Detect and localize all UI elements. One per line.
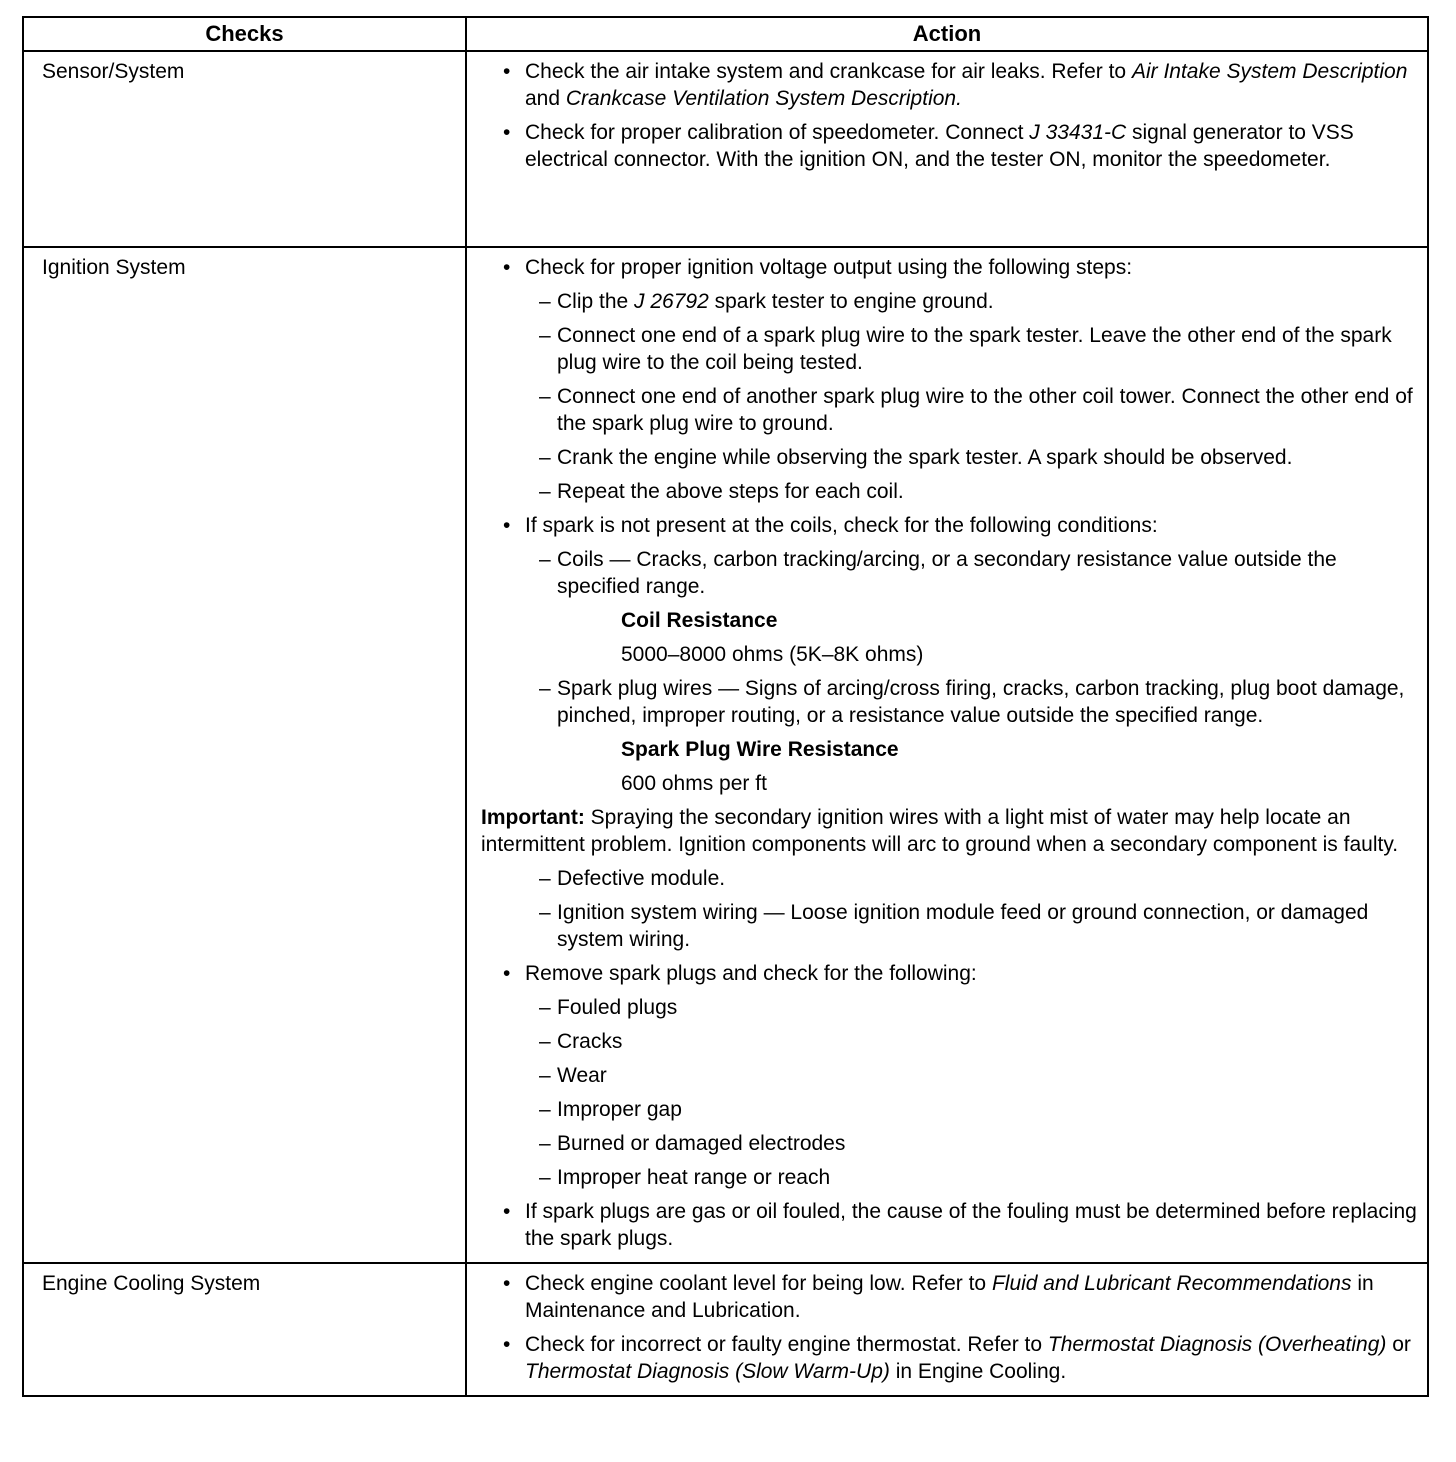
- action-bullet: • Check for proper ignition voltage output using the following steps:: [481, 254, 1417, 281]
- action-substep: – Improper gap: [481, 1096, 1417, 1123]
- check-cell: Engine Cooling System: [23, 1263, 466, 1396]
- action-substep: – Connect one end of a spark plug wire to the spark tester. Leave the other end of the spark plug wire to the coil being tested.: [481, 322, 1417, 376]
- action-substep: – Coils — Cracks, carbon tracking/arcing, or a secondary resistance value outside the specified range.: [481, 546, 1417, 600]
- action-substep: – Fouled plugs: [481, 994, 1417, 1021]
- table-row-ignition-system: [23, 247, 1428, 1263]
- action-bullet: • If spark plugs are gas or oil fouled, the cause of the fouling must be determined before replacing the spark plugs.: [481, 1198, 1417, 1252]
- action-bullet: • Check for incorrect or faulty engine thermostat. Refer to Thermostat Diagnosis (Overheating) or Thermostat Diagnosis (Slow Warm-Up) in Engine Cooling.: [481, 1331, 1417, 1385]
- action-bullet: • Remove spark plugs and check for the following:: [481, 960, 1417, 987]
- action-substep: – Cracks: [481, 1028, 1417, 1055]
- action-bullet: • Check engine coolant level for being low. Refer to Fluid and Lubricant Recommendations in Maintenance and Lubrication.: [481, 1270, 1417, 1324]
- spec-value: 600 ohms per ft: [621, 772, 767, 795]
- action-substep: – Spark plug wires — Signs of arcing/cross firing, cracks, carbon tracking, plug boot damage, pinched, improper routing, or a resistance value outside the specified range.: [481, 675, 1417, 729]
- important-note: Important: Spraying the secondary ignition wires with a light mist of water may help locate an intermittent problem. Ignition components will arc to ground when a secondary component is faulty.: [481, 806, 1399, 856]
- action-substep: – Ignition system wiring — Loose ignition module feed or ground connection, or damaged system wiring.: [481, 899, 1417, 953]
- action-bullet: • If spark is not present at the coils, check for the following conditions:: [481, 512, 1417, 539]
- spec-title: Spark Plug Wire Resistance: [621, 738, 899, 761]
- spec-value: 5000–8000 ohms (5K–8K ohms): [621, 643, 924, 666]
- action-substep: – Clip the J 26792 spark tester to engine ground.: [481, 288, 1417, 315]
- action-cell: [466, 51, 1428, 247]
- column-header-action: Action: [466, 17, 1428, 51]
- action-substep: – Improper heat range or reach: [481, 1164, 1417, 1191]
- action-substep: – Repeat the above steps for each coil.: [481, 478, 1417, 505]
- action-substep: – Connect one end of another spark plug wire to the other coil tower. Connect the other end of the spark plug wire to ground.: [481, 383, 1417, 437]
- diagnostic-checks-table: [22, 16, 1429, 1397]
- action-substep: – Crank the engine while observing the spark tester. A spark should be observed.: [481, 444, 1417, 471]
- column-header-checks: Checks: [23, 17, 466, 51]
- table-header-row: [23, 17, 1428, 51]
- action-substep: – Defective module.: [481, 865, 1417, 892]
- action-bullet: • Check the air intake system and crankcase for air leaks. Refer to Air Intake System Description and Crankcase Ventilation System Description.: [481, 58, 1417, 112]
- action-substep: – Burned or damaged electrodes: [481, 1130, 1417, 1157]
- check-cell: Sensor/System: [23, 51, 466, 247]
- table-row-engine-cooling-system: [23, 1263, 1428, 1396]
- action-cell: [466, 1263, 1428, 1396]
- spec-title: Coil Resistance: [621, 609, 778, 632]
- action-bullet: • Check for proper calibration of speedometer. Connect J 33431-C signal generator to VSS electrical connector. With the ignition ON, and the tester ON, monitor the speedometer.: [481, 119, 1417, 173]
- action-substep: – Wear: [481, 1062, 1417, 1089]
- action-cell: [466, 247, 1428, 1263]
- table-row-sensor-system: [23, 51, 1428, 247]
- check-cell: Ignition System: [23, 247, 466, 1263]
